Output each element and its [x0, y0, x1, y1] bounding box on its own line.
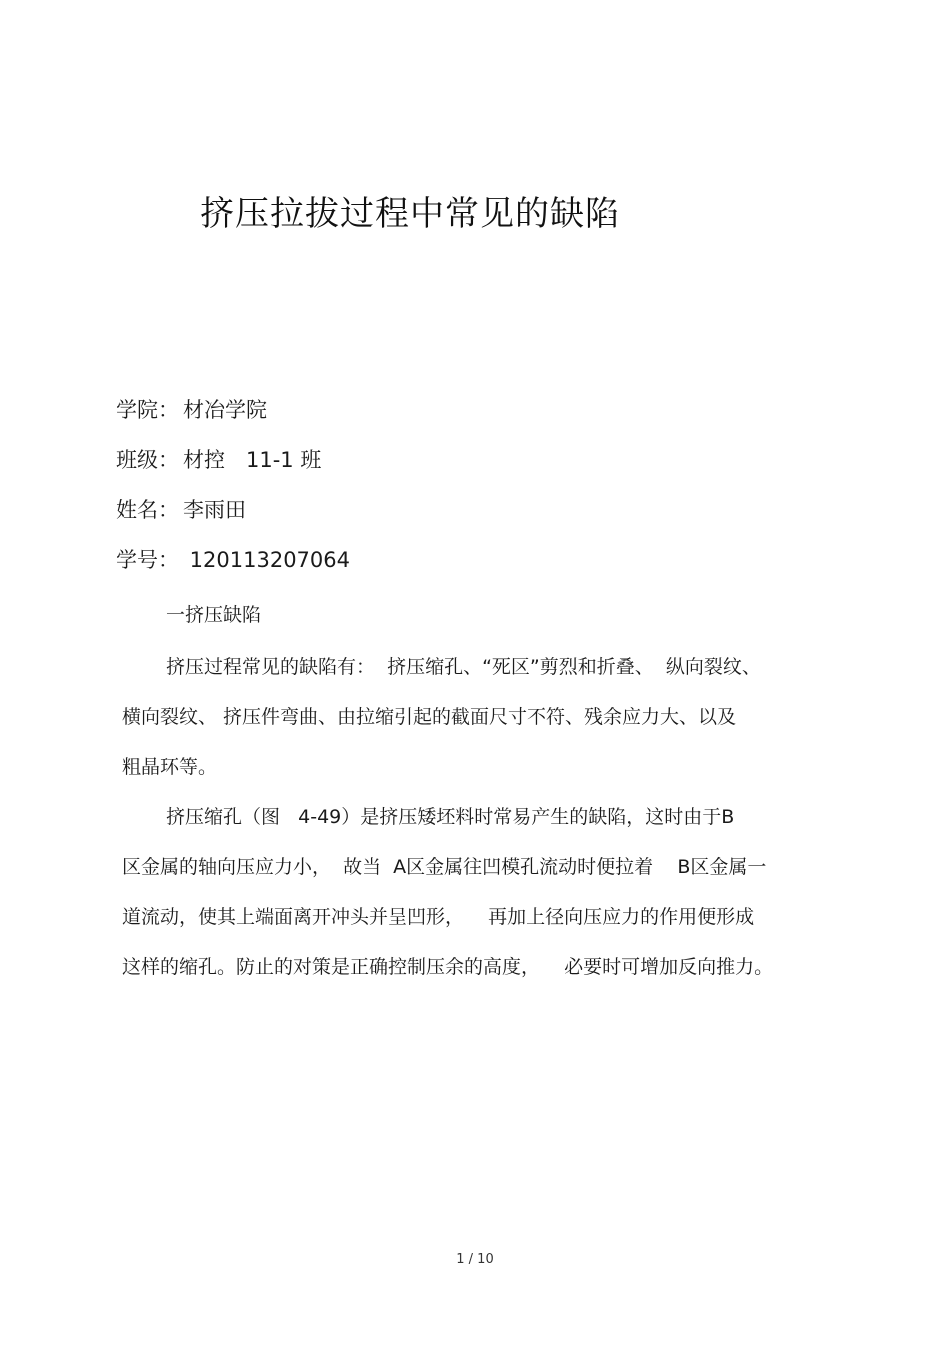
class-value: 材控 11-1 班	[183, 448, 322, 472]
student-id-label: 学号：	[116, 548, 179, 572]
info-college	[116, 394, 267, 424]
section-heading: 一挤压缺陷	[166, 604, 262, 626]
info-class	[116, 444, 321, 474]
info-student-id	[116, 544, 350, 574]
class-label: 班级：	[116, 448, 179, 472]
paragraph2-line4: 这样的缩孔。防止的对策是正确控制压余的高度， 必要时可增加反向推力。	[122, 956, 774, 978]
student-id-value: 120113207064	[183, 548, 351, 572]
paragraph2-line2: 区金属的轴向压应力小， 故当 A区金属往凹模孔流动时便拉着 B区金属一	[122, 856, 767, 878]
name-value: 李雨田	[183, 498, 246, 522]
name-label: 姓名：	[116, 498, 179, 522]
document-title: 挤压拉拔过程中常见的缺陷	[200, 194, 620, 234]
paragraph1-line2: 横向裂纹、 挤压件弯曲、由拉缩引起的截面尺寸不符、残余应力大、以及	[122, 706, 737, 728]
paragraph2-line1: 挤压缩孔（图 4-49）是挤压矮坯料时常易产生的缺陷，这时由于B	[166, 806, 735, 828]
paragraph2-line3: 道流动，使其上端面离开冲头并呈凹形， 再加上径向压应力的作用便形成	[122, 906, 755, 928]
paragraph1-line3: 粗晶环等。	[122, 756, 218, 778]
page-number: 1 / 10	[456, 1252, 494, 1267]
info-name	[116, 494, 246, 524]
college-value: 材冶学院	[183, 398, 267, 422]
paragraph1-line1: 挤压过程常见的缺陷有： 挤压缩孔、“死区”剪烈和折叠、 纵向裂纹、	[166, 656, 761, 678]
college-label: 学院：	[116, 398, 179, 422]
